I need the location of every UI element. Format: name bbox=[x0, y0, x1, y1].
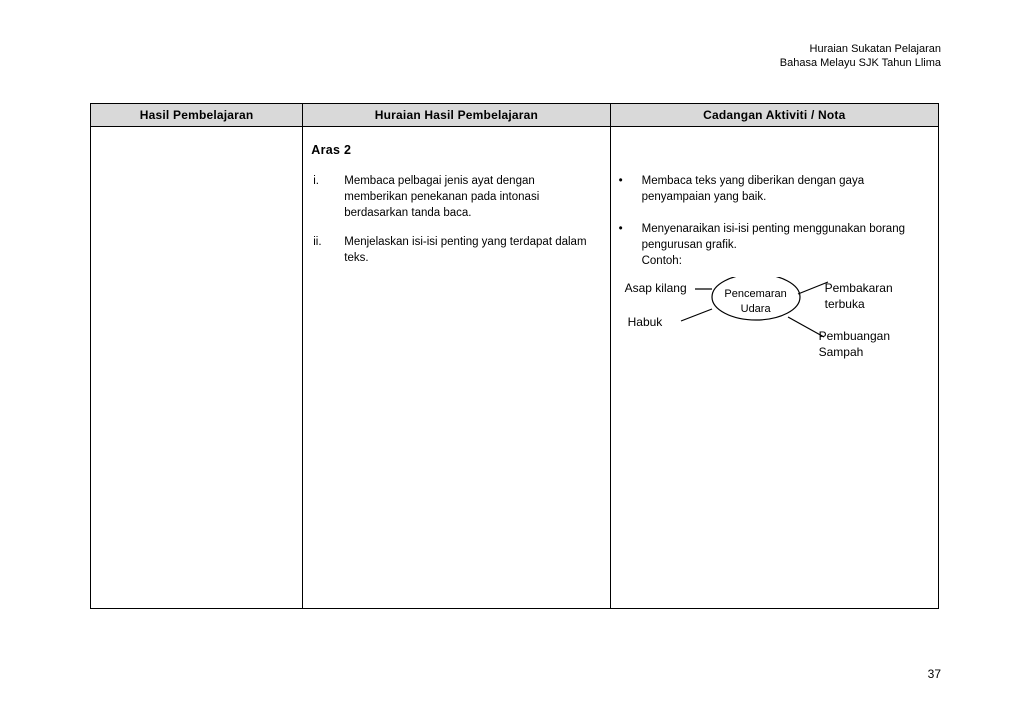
bullet-icon: • bbox=[618, 223, 623, 235]
header-title: Huraian Sukatan Pelajaran bbox=[809, 43, 941, 55]
node-center bbox=[715, 287, 797, 317]
cell-huraian bbox=[303, 127, 610, 609]
example-label: Contoh: bbox=[641, 255, 682, 267]
item-text: Menjelaskan isi-isi penting yang terdapat dalam teks. bbox=[344, 236, 587, 264]
column-header-hasil: Hasil Pembelajaran bbox=[91, 104, 303, 127]
pembuangan-line2: Sampah bbox=[818, 345, 864, 359]
item-text: Membaca pelbagai jenis ayat dengan memberikan penekanan pada intonasi berdasarkan tanda baca. bbox=[344, 175, 540, 219]
header-subtitle: Bahasa Melayu SJK Tahun Llima bbox=[779, 57, 941, 69]
mind-map-diagram bbox=[611, 277, 939, 377]
connector-pembakaran bbox=[798, 282, 828, 294]
cell-hasil bbox=[91, 127, 303, 609]
pembuangan-line1: Pembuangan bbox=[818, 329, 890, 343]
syllabus-table bbox=[90, 103, 939, 609]
pembakaran-line2: terbuka bbox=[824, 297, 865, 311]
center-label-line1: Pencemaran bbox=[724, 288, 787, 300]
document-header bbox=[780, 42, 941, 70]
bullet-text: Membaca teks yang diberikan dengan gaya penyampaian yang baik. bbox=[641, 175, 865, 203]
pembakaran-line1: Pembakaran bbox=[824, 281, 893, 295]
cell-cadangan bbox=[610, 127, 938, 609]
level-heading: Aras 2 bbox=[311, 143, 352, 157]
item-number: i. bbox=[313, 175, 319, 187]
connector-habuk bbox=[681, 309, 712, 321]
center-label-line2: Udara bbox=[740, 303, 771, 315]
node-asap-kilang: Asap kilang bbox=[624, 281, 687, 295]
bullet-icon: • bbox=[618, 175, 623, 187]
node-pembuangan bbox=[819, 328, 890, 360]
node-pembakaran bbox=[825, 280, 893, 312]
table-header-row bbox=[91, 104, 939, 127]
page-number: 37 bbox=[927, 667, 941, 681]
bullet-text: Menyenaraikan isi-isi penting menggunakan borang pengurusan grafik. bbox=[641, 223, 905, 251]
column-header-huraian: Huraian Hasil Pembelajaran bbox=[303, 104, 610, 127]
column-header-cadangan: Cadangan Aktiviti / Nota bbox=[610, 104, 938, 127]
table-row bbox=[91, 127, 939, 609]
node-habuk: Habuk bbox=[627, 315, 663, 329]
item-number: ii. bbox=[313, 236, 322, 248]
